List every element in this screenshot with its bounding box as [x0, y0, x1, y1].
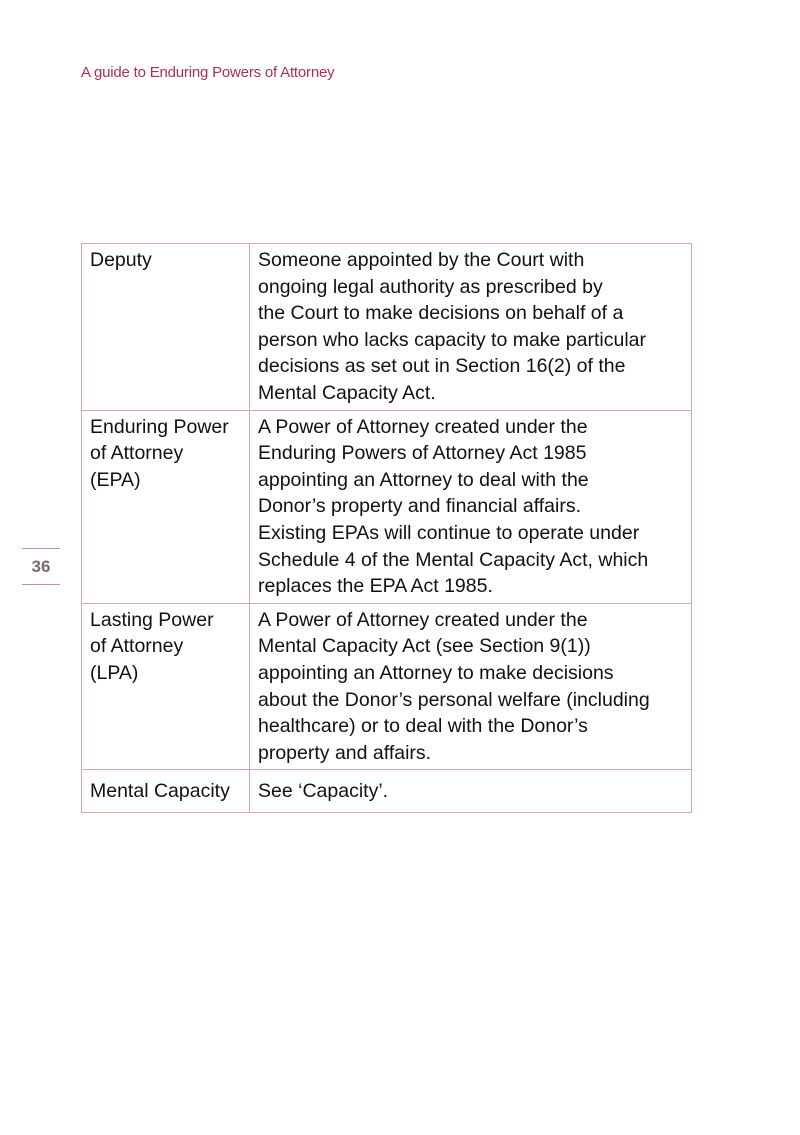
glossary-row-epa: [82, 410, 692, 603]
glossary-term: [82, 603, 250, 770]
definition-line: A Power of Attorney created under the: [258, 415, 588, 438]
term-line: of Attorney: [90, 442, 184, 465]
definition-line: See ‘Capacity’.: [258, 780, 389, 803]
definition-line: Donor’s property and financial affairs.: [258, 495, 582, 518]
term-line: Mental Capacity: [90, 780, 230, 803]
definition-line: person who lacks capacity to make particular: [258, 328, 647, 351]
running-header: A guide to Enduring Powers of Attorney: [81, 64, 335, 81]
glossary-definition: [250, 603, 692, 770]
glossary-term: [82, 244, 250, 411]
definition-line: healthcare) or to deal with the Donor’s: [258, 715, 588, 738]
definition-line: Mental Capacity Act.: [258, 381, 436, 404]
definition-line: property and affairs.: [258, 741, 432, 764]
definition-line: A Power of Attorney created under the: [258, 608, 588, 631]
term-line: Lasting Power: [90, 608, 214, 631]
definition-line: Schedule 4 of the Mental Capacity Act, which: [258, 548, 649, 571]
page-number-box: [22, 548, 60, 585]
glossary-term: [82, 770, 250, 813]
definition-line: decisions as set out in Section 16(2) of the: [258, 355, 626, 378]
definition-line: about the Donor’s personal welfare (including: [258, 688, 650, 711]
definition-line: the Court to make decisions on behalf of a: [258, 302, 624, 325]
definition-line: Mental Capacity Act (see Section 9(1)): [258, 635, 591, 658]
term-line: (LPA): [90, 661, 139, 684]
term-line: Deputy: [90, 249, 152, 271]
glossary-row-mental-capacity: [82, 770, 692, 813]
term-line: of Attorney: [90, 635, 184, 658]
definition-line: Enduring Powers of Attorney Act 1985: [258, 442, 587, 465]
definition-line: ongoing legal authority as prescribed by: [258, 275, 603, 298]
definition-line: appointing an Attorney to deal with the: [258, 468, 589, 491]
definition-line: replaces the EPA Act 1985.: [258, 575, 493, 598]
definition-line: Existing EPAs will continue to operate under: [258, 521, 640, 544]
page-number: 36: [31, 557, 51, 576]
glossary-term: [82, 410, 250, 603]
glossary-row-lpa: [82, 603, 692, 770]
glossary-definition: [250, 244, 692, 411]
definition-line: appointing an Attorney to make decisions: [258, 661, 614, 684]
glossary-row-deputy: [82, 244, 692, 411]
term-line: (EPA): [90, 468, 141, 491]
glossary-table: [81, 243, 692, 813]
glossary-definition: [250, 410, 692, 603]
term-line: Enduring Power: [90, 415, 229, 438]
definition-line: Someone appointed by the Court with: [258, 249, 585, 271]
glossary-definition: [250, 770, 692, 813]
